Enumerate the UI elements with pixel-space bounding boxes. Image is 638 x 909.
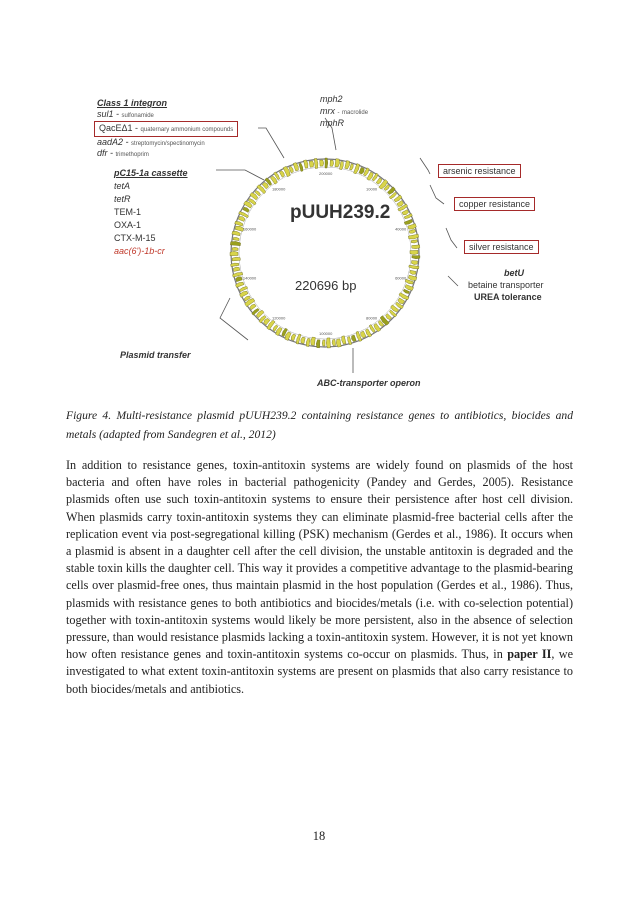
tick-label: 10000 (366, 186, 378, 192)
gene-arrow (409, 229, 415, 233)
gene-arrow (230, 251, 238, 255)
tick-label: 180000 (271, 186, 286, 192)
gene-arrow (386, 314, 392, 320)
silver-resistance-box: silver resistance (464, 240, 539, 254)
body-text-end: , we investigated to what extent toxin-antitoxin systems are present on plasmids that also carry resistance to both biocides/metals and antibiotics. (66, 647, 574, 696)
gene-arrow (325, 158, 328, 168)
gene-arrow (291, 334, 296, 341)
gene-arrow (405, 285, 414, 291)
gene-teta: tetA (114, 181, 131, 191)
gene-sul1: sul1 - sulfonamide (97, 109, 154, 119)
gene-arrow (233, 237, 239, 240)
gene-qacedelta1-box: QacEΔ1 - quaternary ammonium compounds (94, 121, 238, 137)
gene-arrow (332, 339, 336, 345)
gene-arrow (411, 240, 417, 243)
leader-line (446, 228, 457, 248)
abc-transporter-label: ABC-transporter operon (317, 378, 421, 388)
gene-arrow (279, 171, 284, 178)
gene-arrow (354, 164, 360, 174)
class1-integron-heading: Class 1 integron (97, 98, 168, 108)
gene-arrow (402, 210, 409, 215)
leader-line (258, 128, 284, 158)
tick-label: 200000 (319, 171, 333, 176)
gene-betu: betU (504, 268, 524, 278)
tick-label: 140000 (242, 275, 257, 281)
plasmid-name: pUUH239.2 (290, 202, 391, 223)
gene-ctxm15: CTX-M-15 (114, 233, 156, 243)
gene-arrow (398, 298, 405, 304)
tick-label: 120000 (271, 315, 286, 321)
copper-resistance-box: copper resistance (454, 197, 535, 211)
page-number: 18 (312, 829, 326, 843)
gene-tem1: TEM-1 (114, 207, 141, 217)
gene-arrow (411, 260, 417, 264)
tick-label: 60000 (395, 275, 407, 281)
gene-arrow (350, 164, 354, 170)
tick-label: 40000 (395, 226, 407, 232)
gene-arrow (235, 221, 243, 226)
gene-arrow (394, 195, 402, 202)
gene-oxa1: OXA-1 (114, 220, 142, 230)
gene-arrow (243, 207, 250, 212)
gene-arrow (404, 219, 412, 224)
gene-arrow (250, 304, 256, 310)
gene-arrow (299, 163, 303, 171)
leader-line (420, 158, 430, 174)
gene-mrx: mrx - macrolide (320, 106, 369, 116)
plasmid-size: 220696 bp (295, 278, 357, 293)
gene-arrow (366, 329, 372, 337)
urea-tolerance-label: UREA tolerance (474, 292, 542, 302)
gene-arrow (326, 338, 330, 348)
gene-arrow (361, 331, 366, 338)
gene-arrow (359, 167, 364, 174)
gene-arrow (316, 340, 320, 348)
tick-label: 80000 (366, 315, 378, 321)
gene-arrow (342, 336, 346, 344)
gene-arrow (293, 163, 298, 172)
gene-arrow (397, 201, 404, 207)
gene-arrow (409, 265, 419, 269)
leader-line (430, 185, 444, 204)
gene-arrow (352, 335, 357, 342)
gene-arrow (233, 267, 239, 271)
plasmid-transfer-label: Plasmid transfer (120, 350, 191, 360)
gene-arrow (339, 161, 343, 169)
gene-arrow (330, 160, 334, 166)
gene-arrow (240, 286, 248, 291)
gene-mphr: mphR (320, 118, 345, 128)
gene-arrow (335, 159, 340, 167)
arsenic-resistance-box: arsenic resistance (438, 164, 521, 178)
body-paragraph (66, 457, 573, 698)
gene-arrow (408, 224, 417, 229)
leader-line (216, 170, 264, 180)
tick-label: 100000 (319, 331, 333, 336)
gene-arrow (230, 241, 240, 245)
gene-arrow (412, 245, 420, 249)
gene-arrow (232, 247, 238, 250)
betaine-transporter-label: betaine transporter (468, 280, 544, 290)
leader-line (220, 298, 248, 340)
gene-arrow (412, 255, 420, 258)
gene-arrow (322, 340, 325, 346)
gene-arrow (320, 160, 324, 166)
plasmid-map-figure (70, 88, 570, 398)
gene-aada2: aadA2 - streptomycin/spectinomycin (97, 137, 205, 147)
paper-ref: paper II (507, 647, 552, 662)
cassette-heading: pC15-1a cassette (114, 168, 188, 178)
gene-arrow (238, 216, 245, 221)
gene-arrow (296, 334, 301, 344)
gene-dfr: dfr - trimethoprim (97, 148, 149, 158)
figure-caption: Figure 4. Multi-resistance plasmid pUUH239.2 containing resistance genes to antibiotics, biocides and metals (adapted from Sandegren et al., 2012) (66, 409, 573, 441)
gene-arrow (376, 178, 382, 184)
gene-arrow (408, 234, 418, 239)
gene-arrow (235, 282, 243, 287)
leader-line (448, 276, 458, 286)
tick-label: 160000 (242, 226, 257, 232)
gene-arrow (232, 257, 240, 261)
gene-arrow (285, 332, 291, 341)
body-text-start: In addition to resistance genes, toxin-antitoxin systems are widely found on plasmids of the host bacteria and often have roles in bacterial pathogenicity (Pandey and Gerdes, 2005). Resistance plasmids often use such toxin-antitoxin systems to ensure their persistence after host cell division. When plasmids carry toxin-antitoxin systems they can eliminate plasmid-free bacterial cells after the replication event via post-segregational killing (PSK) mechanism (Gerdes et al., 1986). It occurs when a plasmid is absent in a daughter cell after the cell division, the unstable antitoxin is degraded and the stable toxin kills the daughter cell. This way it provides a competitive advantage to the plasmid-bearing cells over plasmid-free ones, thus maintain plasmid in the host population (Gerdes et al., 1986). Thus, plasmids with resistance genes to both antibiotics and biocides/metals (i.e. with co-selection potential) together with toxin-antitoxin systems would likely be more persistent, also in the absence of selection pressure, than would resistance plasmids lacking a toxin-antitoxin system. However, it is not yet known how often resistance genes and toxin-antitoxin systems co-occur on plasmids. Thus, in (66, 458, 573, 662)
gene-aac6-1b-cr: aac(6')-1b-cr (114, 246, 165, 256)
gene-arrow (410, 250, 418, 254)
gene-arrow (309, 161, 314, 167)
gene-arrow (301, 337, 305, 344)
gene-arrow (233, 272, 243, 277)
gene-arrow (236, 277, 243, 282)
gene-arrow (311, 337, 316, 345)
gene-mph2: mph2 (320, 94, 343, 104)
gene-tetr: tetR (114, 194, 131, 204)
gene-arrow (410, 270, 416, 274)
